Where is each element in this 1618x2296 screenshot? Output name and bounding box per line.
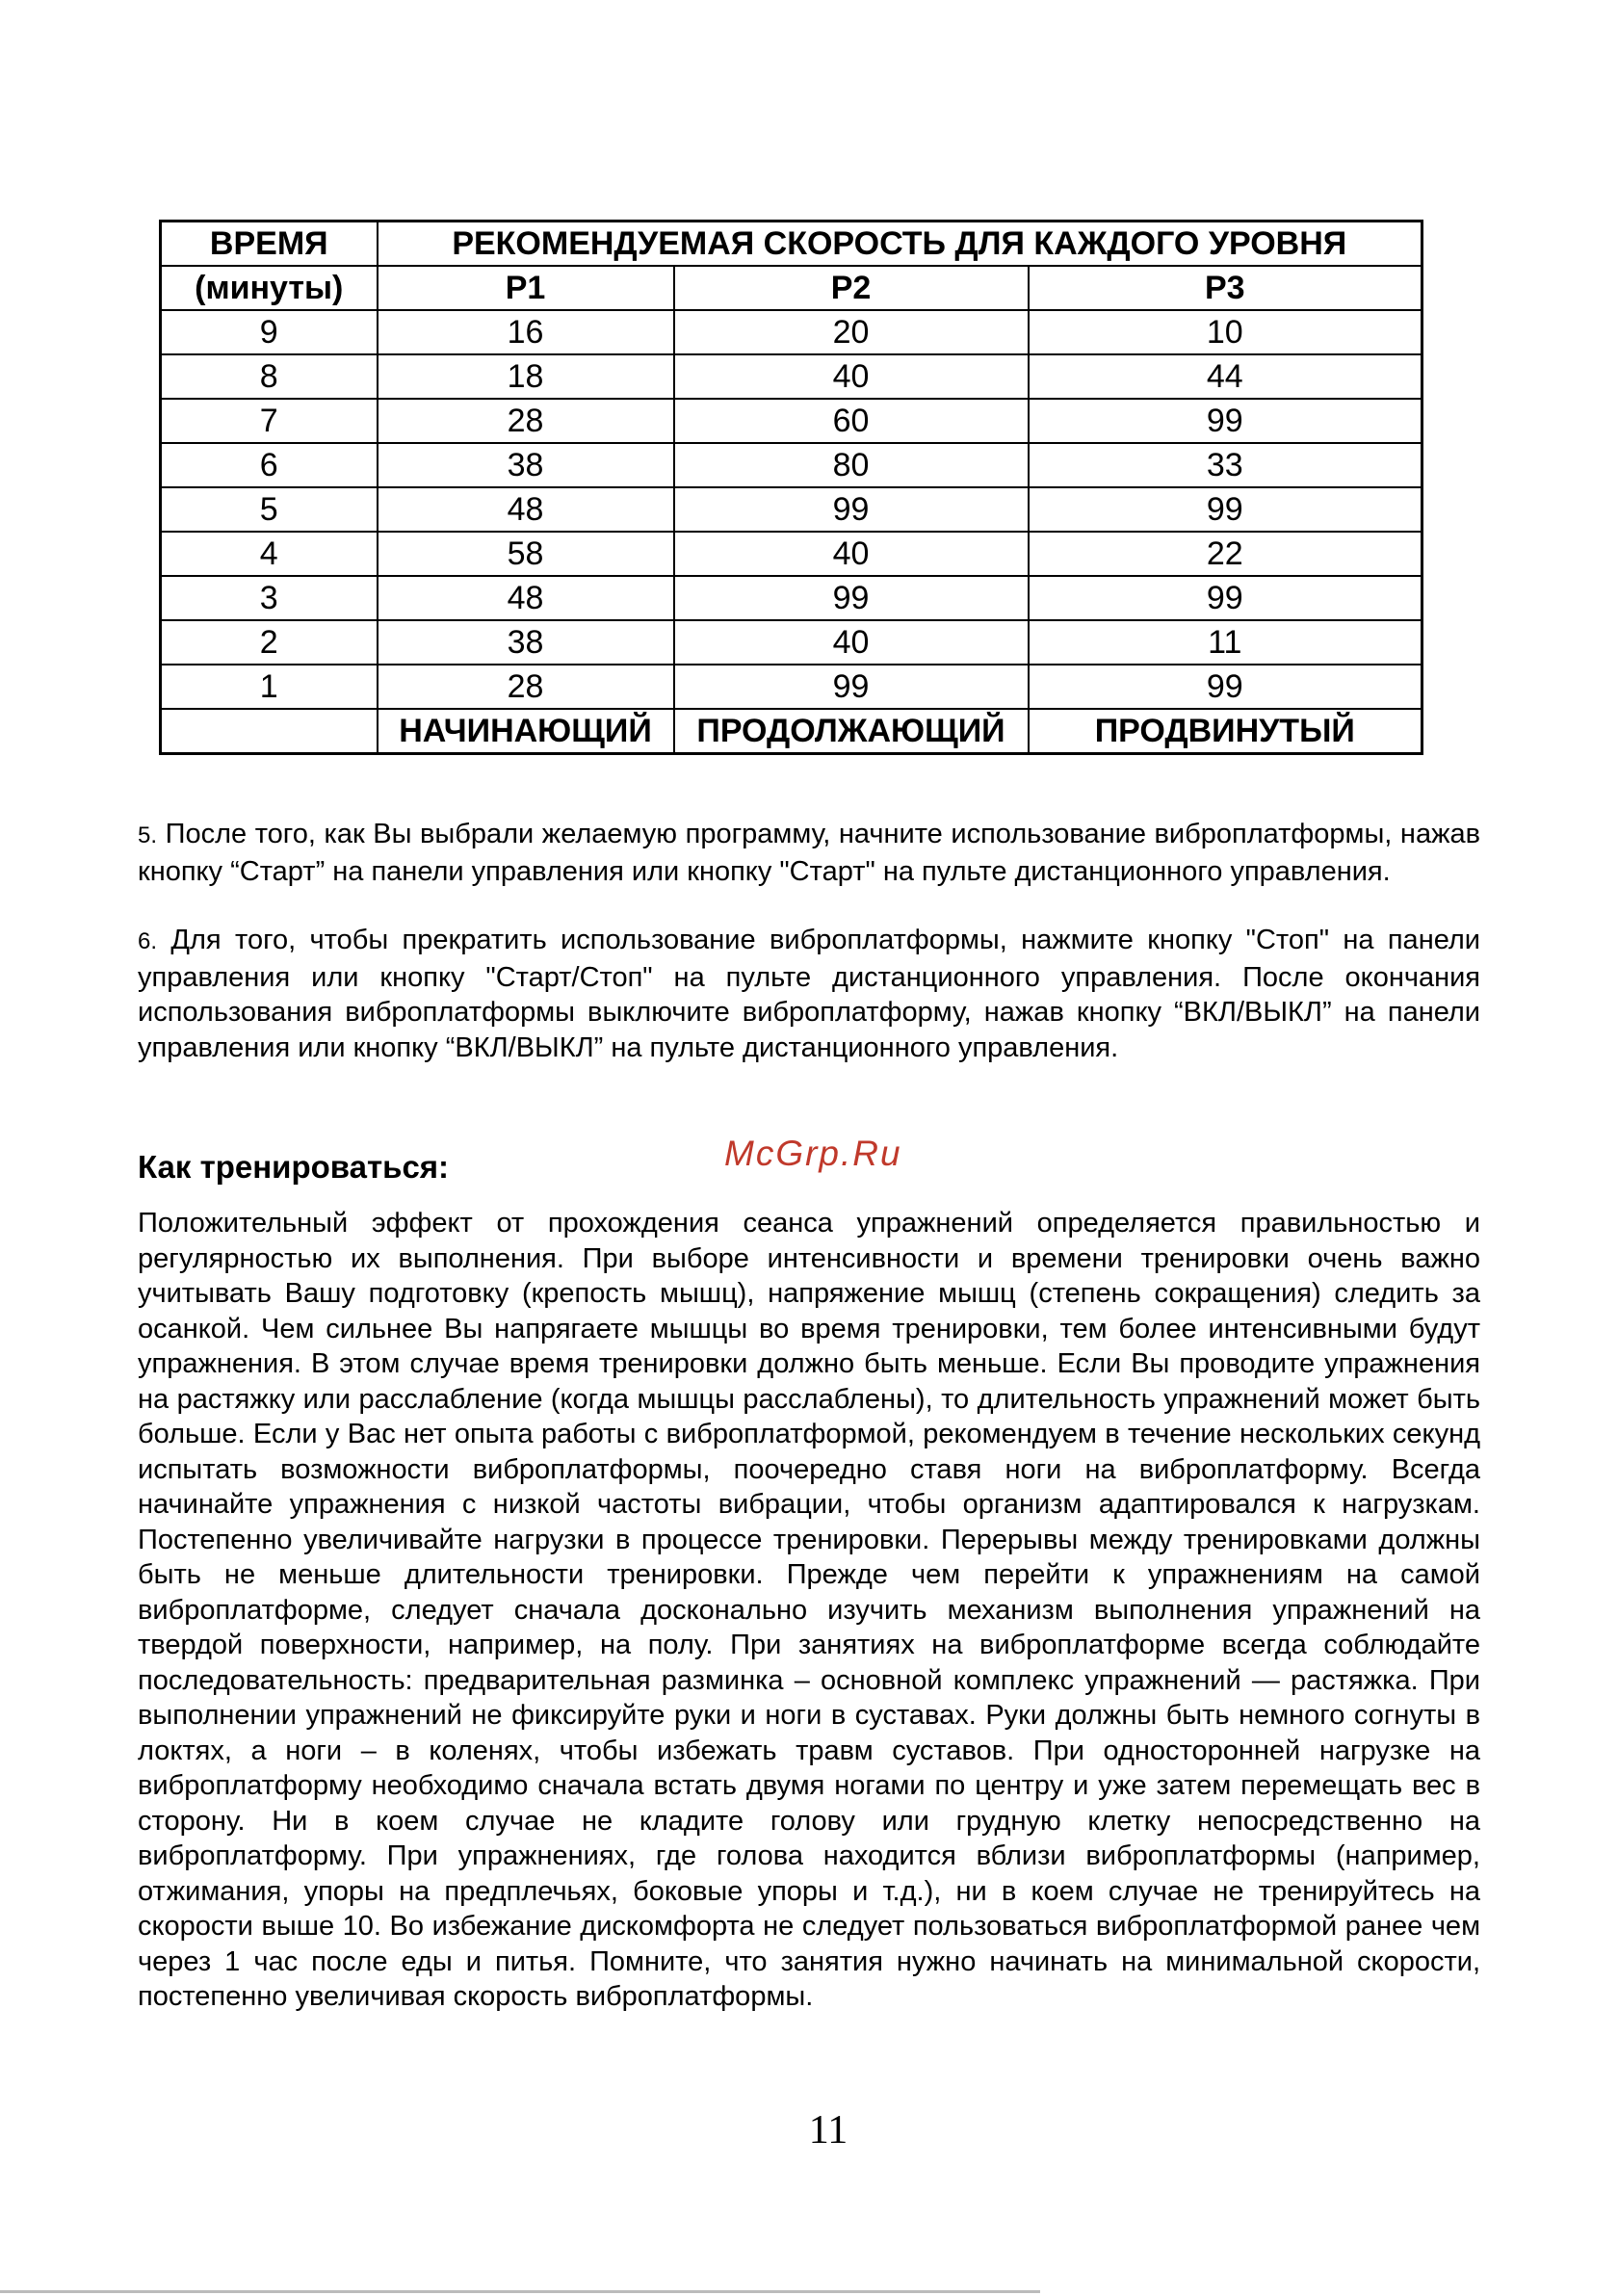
p3-cell: 44 <box>1029 354 1422 399</box>
time-cell: 2 <box>161 620 378 665</box>
time-header-line1: ВРЕМЯ <box>161 222 378 267</box>
p3-cell: 33 <box>1029 443 1422 487</box>
empty-cell <box>161 709 378 754</box>
time-cell: 4 <box>161 532 378 576</box>
step-5 <box>138 817 1480 889</box>
p1-cell: 48 <box>378 487 674 532</box>
step-number: 6. <box>138 928 158 954</box>
time-cell: 5 <box>161 487 378 532</box>
time-cell: 7 <box>161 399 378 443</box>
table-row <box>161 576 1422 620</box>
time-cell: 9 <box>161 310 378 354</box>
table-row <box>161 310 1422 354</box>
table-row <box>161 620 1422 665</box>
step-text: Для того, чтобы прекратить использование виброплатформы, нажмите кнопку "Стоп" на панели управления или кнопку "Старт/Стоп" на пульте дистанционного управления. После окончания использования виброплатформы выключите виброплатформу, нажав кнопку “ВКЛ/ВЫКЛ” на панели управления или кнопку “ВКЛ/ВЫКЛ” на пульте дистанционного управления. <box>138 925 1480 1063</box>
level-advanced: ПРОДВИНУТЫЙ <box>1029 709 1422 754</box>
step-6 <box>138 923 1480 1065</box>
table-row <box>161 532 1422 576</box>
level-intermediate: ПРОДОЛЖАЮЩИЙ <box>674 709 1029 754</box>
p2-cell: 99 <box>674 665 1029 709</box>
p1-cell: 18 <box>378 354 674 399</box>
level-beginner: НАЧИНАЮЩИЙ <box>378 709 674 754</box>
table-row <box>161 665 1422 709</box>
table-header-row <box>161 222 1422 267</box>
p2-cell: 40 <box>674 620 1029 665</box>
watermark: McGrp.Ru <box>724 1134 902 1173</box>
table-row <box>161 443 1422 487</box>
section-heading: Как тренироваться: <box>138 1149 450 1185</box>
p3-cell: 10 <box>1029 310 1422 354</box>
p3-cell: 99 <box>1029 487 1422 532</box>
bottom-rule <box>0 2290 1040 2293</box>
training-text: Положительный эффект от прохождения сеанса упражнений определяется правильностью и регулярностью их выполнения. При выборе интенсивности и времени тренировки очень важно учитывать Вашу подготовку (крепость мышц), напряжение мышц (степень сокращения) следить за осанкой. Чем сильнее Вы напрягаете мышцы во время тренировки, тем более интенсивными будут упражнения. В этом случае время тренировки должно быть меньше. Если Вы проводите упражнения на растяжку или расслабление (когда мышцы расслаблены), то длительность упражнений может быть больше. Если у Вас нет опыта работы с виброплатформой, рекомендуем в течение нескольких секунд испытать возможности виброплатформы, поочередно ставя ноги на виброплатформу. Всегда начинайте упражнения с низкой частоты вибрации, чтобы организм адаптировался к нагрузкам. Постепенно увеличивайте нагрузки в процессе тренировки. Перерывы между тренировками должны быть не меньше длительности тренировки. Прежде чем перейти к упражнениям на самой виброплатформе, следует сначала досконально изучить механизм выполнения упражнений на твердой поверхности, например, на полу. При занятиях на виброплатформе всегда соблюдайте последовательность: предварительная разминка – основной комплекс упражнений — растяжка. При выполнении упражнений не фиксируйте руки и ноги в суставах. Руки должны быть немного согнуты в локтях, а ноги – в коленях, чтобы избежать травм суставов. При односторонней нагрузке на виброплатформу необходимо сначала встать двумя ногами по центру и уже затем перемещать вес в сторону. Ни в коем случае не кладите голову или грудную клетку непосредственно на виброплатформу. При упражнениях, где голова находится вблизи виброплатформы (например, отжимания, упоры на предплечьях, боковые упоры и т.д.), ни в коем случае не тренируйтесь на скорости выше 10. Во избежание дискомфорта не следует пользоваться виброплатформой ранее чем через 1 час после еды и питья. Помните, что занятия нужно начинать на минимальной скорости, постепенно увеличивая скорость виброплатформы. <box>138 1208 1480 2012</box>
table-level-row <box>161 709 1422 754</box>
p3-cell: 99 <box>1029 576 1422 620</box>
step-number: 5. <box>138 822 158 848</box>
table-row <box>161 354 1422 399</box>
p1-cell: 28 <box>378 399 674 443</box>
p2-cell: 40 <box>674 532 1029 576</box>
program-header-p2: P2 <box>674 266 1029 310</box>
p2-cell: 99 <box>674 576 1029 620</box>
p1-cell: 16 <box>378 310 674 354</box>
p1-cell: 38 <box>378 443 674 487</box>
table-program-row <box>161 266 1422 310</box>
p2-cell: 80 <box>674 443 1029 487</box>
p3-cell: 22 <box>1029 532 1422 576</box>
p2-cell: 60 <box>674 399 1029 443</box>
step-text: После того, как Вы выбрали желаемую программу, начните использование виброплатформы, нажав кнопку “Старт” на панели управления или кнопку "Старт" на пульте дистанционного управления. <box>138 819 1481 887</box>
speed-table <box>159 220 1423 755</box>
time-cell: 6 <box>161 443 378 487</box>
p1-cell: 58 <box>378 532 674 576</box>
p2-cell: 20 <box>674 310 1029 354</box>
p1-cell: 28 <box>378 665 674 709</box>
time-cell: 3 <box>161 576 378 620</box>
time-cell: 8 <box>161 354 378 399</box>
table-row <box>161 487 1422 532</box>
p1-cell: 38 <box>378 620 674 665</box>
speed-span-header: РЕКОМЕНДУЕМАЯ СКОРОСТЬ ДЛЯ КАЖДОГО УРОВНЯ <box>378 222 1422 267</box>
p1-cell: 48 <box>378 576 674 620</box>
table-row <box>161 399 1422 443</box>
p2-cell: 40 <box>674 354 1029 399</box>
p3-cell: 99 <box>1029 665 1422 709</box>
program-header-p3: P3 <box>1029 266 1422 310</box>
page-number: 11 <box>808 2108 848 2152</box>
program-header-p1: P1 <box>378 266 674 310</box>
p2-cell: 99 <box>674 487 1029 532</box>
p3-cell: 11 <box>1029 620 1422 665</box>
time-header-line2: (минуты) <box>161 266 378 310</box>
p3-cell: 99 <box>1029 399 1422 443</box>
time-cell: 1 <box>161 665 378 709</box>
